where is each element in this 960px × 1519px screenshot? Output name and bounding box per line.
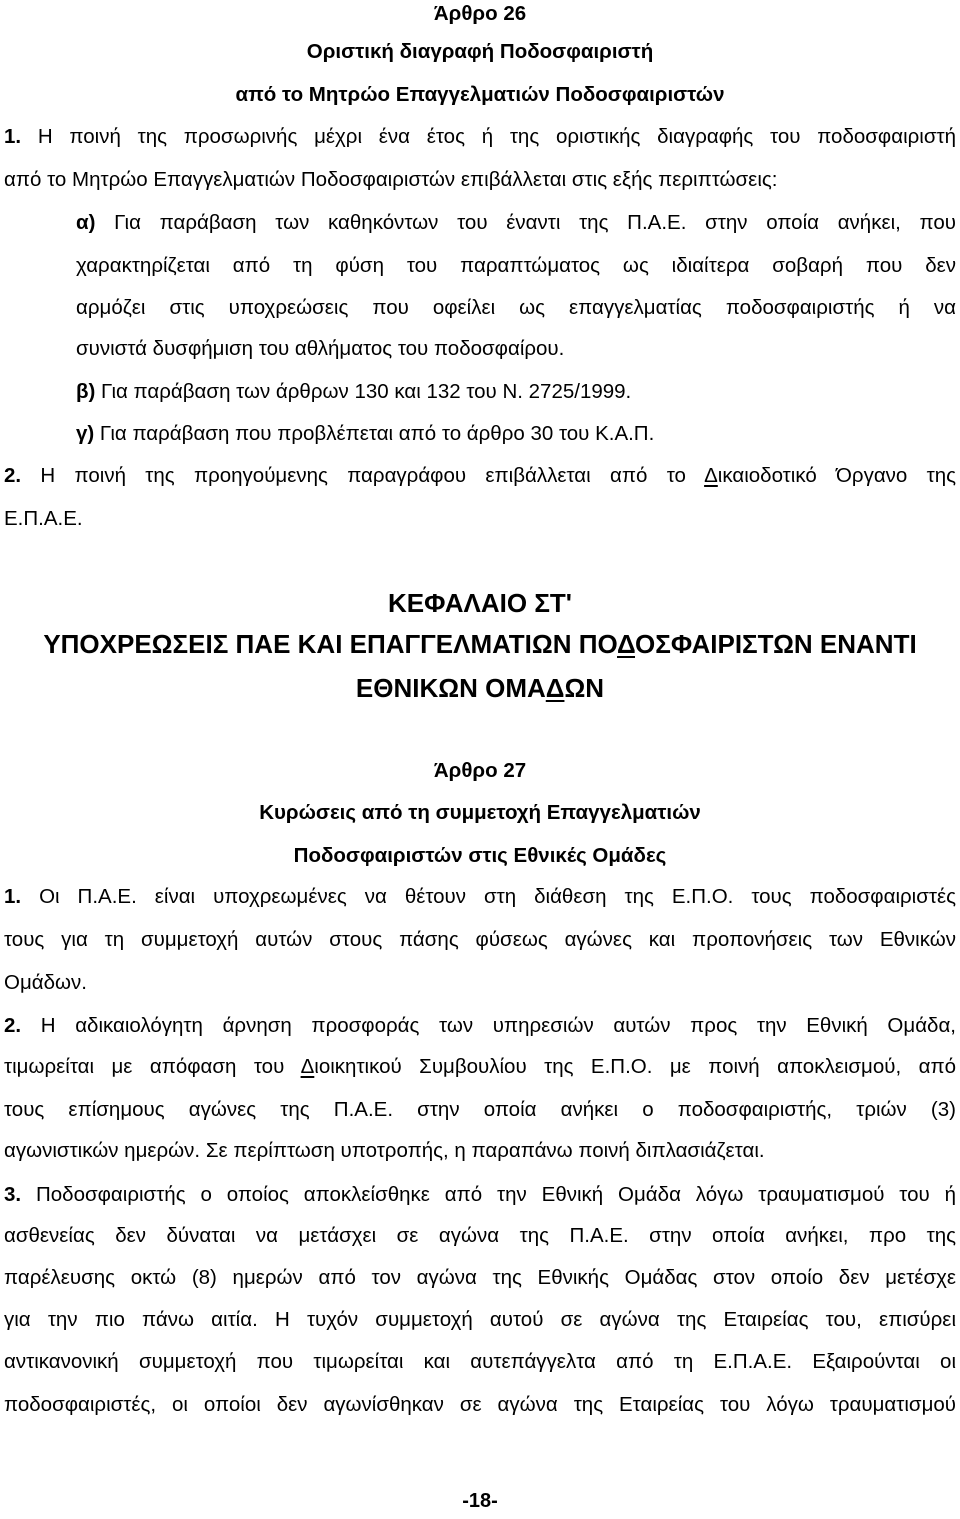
- chapter-title: ΚΕΦΑΛΑΙΟ ΣΤ': [388, 588, 572, 618]
- paragraph-number: 1.: [4, 885, 22, 908]
- paragraph-text: τιμωρείται με απόφαση του: [4, 1055, 301, 1078]
- article-26-paragraph-1-line1: [4, 123, 956, 151]
- article-27-paragraph-2-line4: αγωνιστικών ημερών. Σε περίπτωση υποτροπής, η παραπάνω ποινή διπλασιάζεται.: [4, 1139, 765, 1162]
- paragraph-number: 2.: [4, 464, 22, 487]
- item-label: β): [76, 380, 96, 403]
- item-a-line3: αρμόζει στις υποχρεώσεις που οφείλει ως επαγγελματίας ποδοσφαιριστής ή να: [76, 296, 956, 319]
- article-27-paragraph-3-line5: αντικανονική συμμετοχή που τιμωρείται και αυτεπάγγελτα από τη Ε.Π.Α.Ε. Εξαιρούνται οι: [4, 1350, 956, 1373]
- article-27-title-line1: Κυρώσεις από τη συμμετοχή Επαγγελματιών: [259, 801, 701, 824]
- heading-text: ΥΠΟΧΡΕΩΣΕΙΣ ΠΑΕ ΚΑΙ ΕΠΑΓΓΕΛΜΑΤΙΩΝ ΠΟ: [43, 629, 618, 659]
- item-a-line4: συνιστά δυσφήμιση του αθλήματος του ποδοσφαίρου.: [76, 337, 565, 360]
- article-27-paragraph-2-line2: [4, 1053, 956, 1081]
- item-label: γ): [76, 422, 95, 445]
- article-27-paragraph-3-line4: για την πιο πάνω αιτία. Η τυχόν συμμετοχή αυτού σε αγώνα της Εταιρείας του, επισύρει: [4, 1308, 956, 1331]
- item-text: Για παράβαση των καθηκόντων του έναντι της Π.Α.Ε. στην οποία ανήκει, που: [95, 211, 956, 234]
- article-27-paragraph-3-line2: ασθενείας δεν δύναται να μετάσχει σε αγώνα της Π.Α.Ε. στην οποία ανήκει, προ της: [4, 1224, 956, 1247]
- page-number: -18-: [462, 1490, 498, 1512]
- underlined-letter: Δ: [545, 673, 565, 703]
- underlined-letter: Δ: [300, 1055, 315, 1078]
- article-27-paragraph-1-line3: Ομάδων.: [4, 971, 87, 994]
- paragraph-text: ιοικητικού Συμβουλίου της Ε.Π.Ο. με ποινή αποκλεισμού, από: [314, 1055, 957, 1078]
- underlined-letter: Δ: [704, 464, 718, 487]
- article-26-paragraph-2-line1: [4, 462, 956, 490]
- item-c: [76, 420, 956, 448]
- paragraph-text: ικαιοδοτικό Όργανο της: [717, 464, 957, 487]
- article-26-title-line2: από το Μητρώο Επαγγελματιών Ποδοσφαιριστών: [235, 83, 725, 106]
- article-27-paragraph-3-line6: ποδοσφαιριστές, οι οποίοι δεν αγωνίσθηκαν σε αγώνα της Εταιρείας του λόγω τραυματισμού: [4, 1393, 956, 1416]
- item-a-line2: χαρακτηρίζεται από τη φύση του παραπτώματος ως ιδιαίτερα σοβαρή που δεν: [76, 254, 956, 277]
- article-27-title-line2: Ποδοσφαιριστών στις Εθνικές Ομάδες: [293, 844, 667, 867]
- item-text: Για παράβαση των άρθρων 130 και 132 του Ν. 2725/1999.: [95, 380, 632, 403]
- paragraph-text: Ποδοσφαιριστής ο οποίος αποκλείσθηκε από την Εθνική Ομάδα λόγω τραυματισμού του ή: [21, 1183, 956, 1206]
- item-label: α): [76, 211, 96, 234]
- article-26-paragraph-1-line2: από το Μητρώο Επαγγελματιών Ποδοσφαιριστών επιβάλλεται στις εξής περιπτώσεις:: [4, 168, 778, 191]
- article-27-paragraph-1-line1: [4, 883, 956, 911]
- paragraph-text: Η αδικαιολόγητη άρνηση προσφοράς των υπηρεσιών αυτών προς την Εθνική Ομάδα,: [21, 1014, 956, 1037]
- paragraph-text: Η ποινή της προσωρινής μέχρι ένα έτος ή της οριστικής διαγραφής του ποδοσφαιριστή: [21, 125, 956, 148]
- item-b: [76, 378, 956, 406]
- article-27-paragraph-2-line1: [4, 1012, 956, 1040]
- article-26-paragraph-2-line2: Ε.Π.Α.Ε.: [4, 507, 83, 530]
- heading-text: ΟΣΦΑΙΡΙΣΤΩΝ ΕΝΑΝΤΙ: [635, 629, 917, 659]
- chapter-subtitle-line2: [0, 671, 960, 705]
- paragraph-number: 1.: [4, 125, 22, 148]
- heading-text: ΩΝ: [564, 673, 605, 703]
- item-a-line1: [76, 209, 956, 237]
- article-27-paragraph-2-line3: τους επίσημους αγώνες της Π.Α.Ε. στην οποία ανήκει ο ποδοσφαιριστής, τριών (3): [4, 1098, 956, 1121]
- paragraph-number: 3.: [4, 1183, 22, 1206]
- paragraph-text: Οι Π.Α.Ε. είναι υποχρεωμένες να θέτουν στη διάθεση της Ε.Π.Ο. τους ποδοσφαιριστές: [21, 885, 956, 908]
- heading-text: ΕΘΝΙΚΩΝ ΟΜΑ: [355, 673, 546, 703]
- article-27-paragraph-3-line1: [4, 1181, 956, 1209]
- item-text: Για παράβαση που προβλέπεται από το άρθρο 30 του Κ.Α.Π.: [94, 422, 655, 445]
- paragraph-text: Η ποινή της προηγούμενης παραγράφου επιβάλλεται από το: [21, 464, 705, 487]
- underlined-letter: Δ: [617, 629, 636, 659]
- article-27-heading: Άρθρο 27: [433, 759, 527, 782]
- article-26-title-line1: Οριστική διαγραφή Ποδοσφαιριστή: [306, 40, 654, 63]
- article-27-paragraph-1-line2: τους για τη συμμετοχή αυτών στους πάσης φύσεως αγώνες και προπονήσεις των Εθνικών: [4, 928, 956, 951]
- article-26-heading: Άρθρο 26: [433, 2, 527, 25]
- chapter-subtitle-line1: [0, 627, 960, 661]
- article-27-paragraph-3-line3: παρέλευσης οκτώ (8) ημερών από τον αγώνα της Εθνικής Ομάδας στον οποίο δεν μετέσχε: [4, 1266, 956, 1289]
- paragraph-number: 2.: [4, 1014, 22, 1037]
